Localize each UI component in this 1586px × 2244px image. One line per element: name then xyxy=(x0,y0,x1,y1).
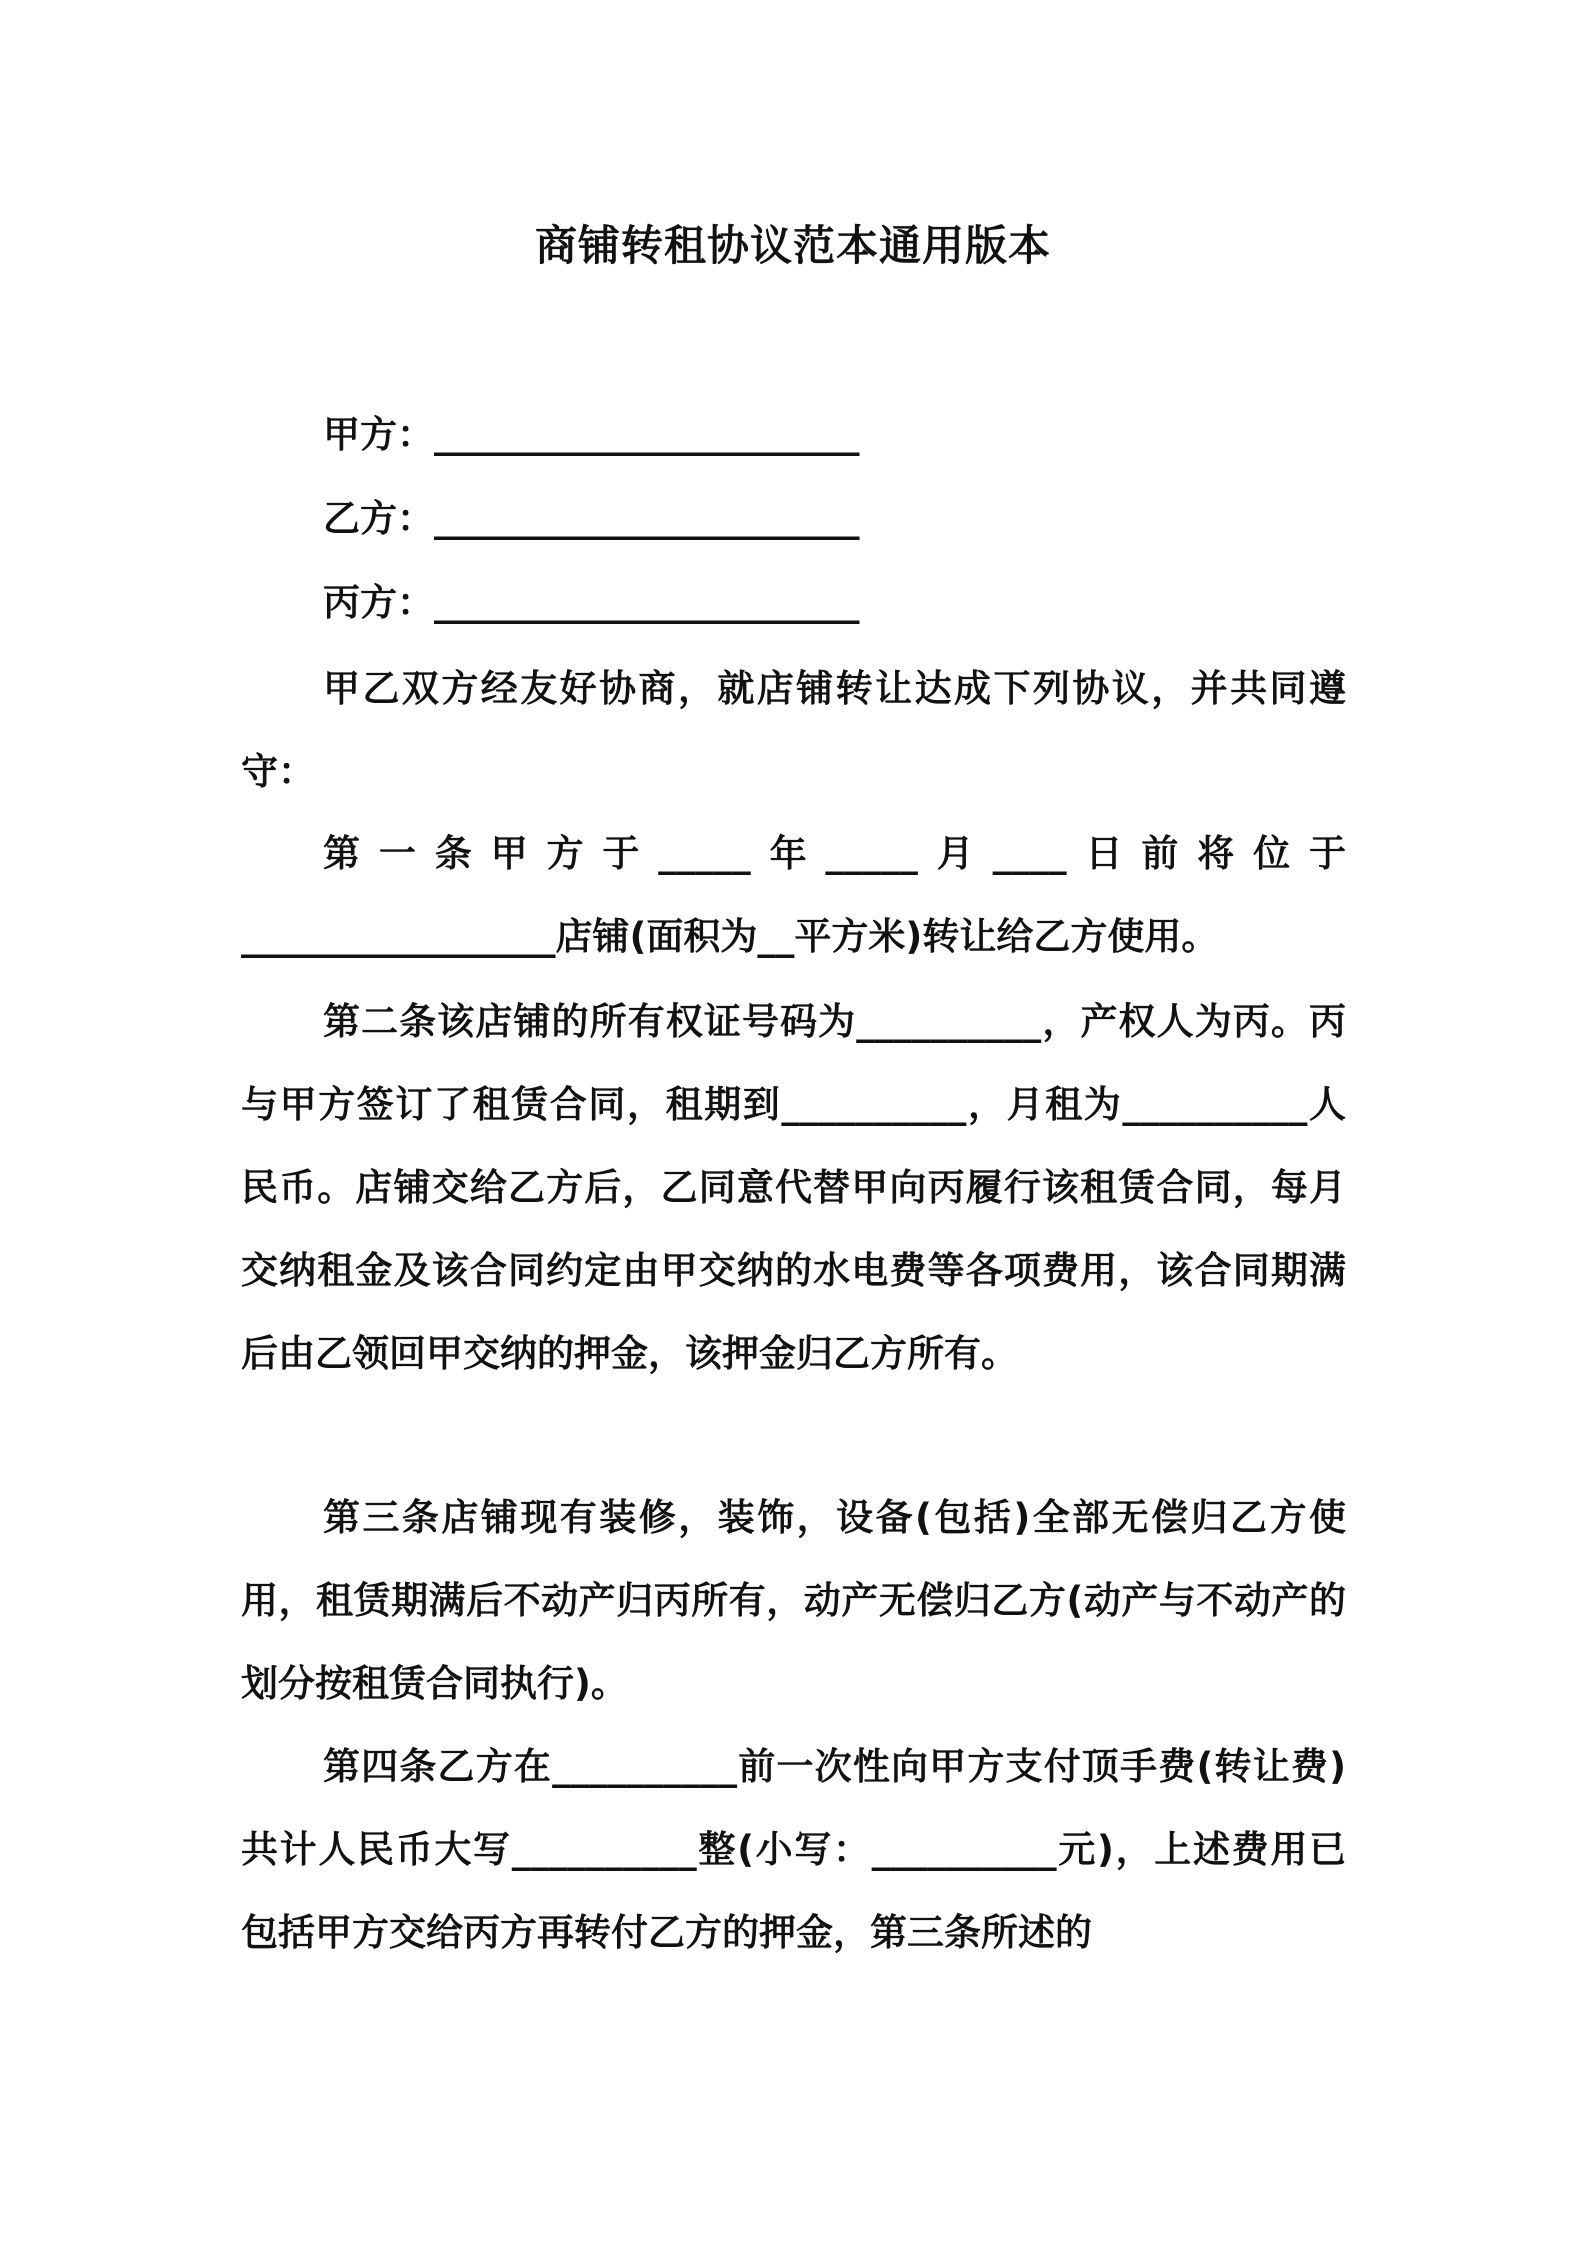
article-3-block xyxy=(241,1476,1346,1725)
article-4-block xyxy=(241,1725,1346,1974)
article-2-paragraph: 第二条该店铺的所有权证号码为__________，产权人为丙。丙与甲方签订了租赁合同，租期到__________，月租为__________人民币。店铺交给乙方后，乙同意代替甲向丙履行该租赁合同，每月交纳租金及该合同约定由甲交纳的水电费等各项费用，该合同期满后由乙领回甲交纳的押金，该押金归乙方所有。 xyxy=(241,1000,1346,1375)
article-1-paragraph: 第一条甲方于_____年_____月____日前将位于_________________店铺(面积为__平方米)转让给乙方使用。 xyxy=(241,832,1346,958)
party-b-line: 乙方：_______________________ xyxy=(323,497,860,540)
intro-paragraph-block xyxy=(241,647,1346,813)
article-1-block xyxy=(241,812,1346,978)
party-c-line: 丙方：_______________________ xyxy=(323,581,860,624)
party-a-line: 甲方：_______________________ xyxy=(323,413,860,456)
article-3-paragraph: 第三条店铺现有装修，装饰，设备(包括)全部无偿归乙方使用，租赁期满后不动产归丙所有，动产无偿归乙方(动产与不动产的划分按租赁合同执行)。 xyxy=(241,1496,1346,1705)
document-title: 商铺转租协议范本通用版本 xyxy=(534,221,1051,270)
intro-paragraph: 甲乙双方经友好协商，就店铺转让达成下列协议，并共同遵守： xyxy=(241,667,1346,793)
article-2-block xyxy=(241,980,1346,1395)
article-4-paragraph: 第四条乙方在__________前一次性向甲方支付顶手费(转让费)共计人民币大写__________整(小写：__________元)，上述费用已包括甲方交给丙方再转付乙方的押金，第三条所述的 xyxy=(241,1745,1346,1954)
